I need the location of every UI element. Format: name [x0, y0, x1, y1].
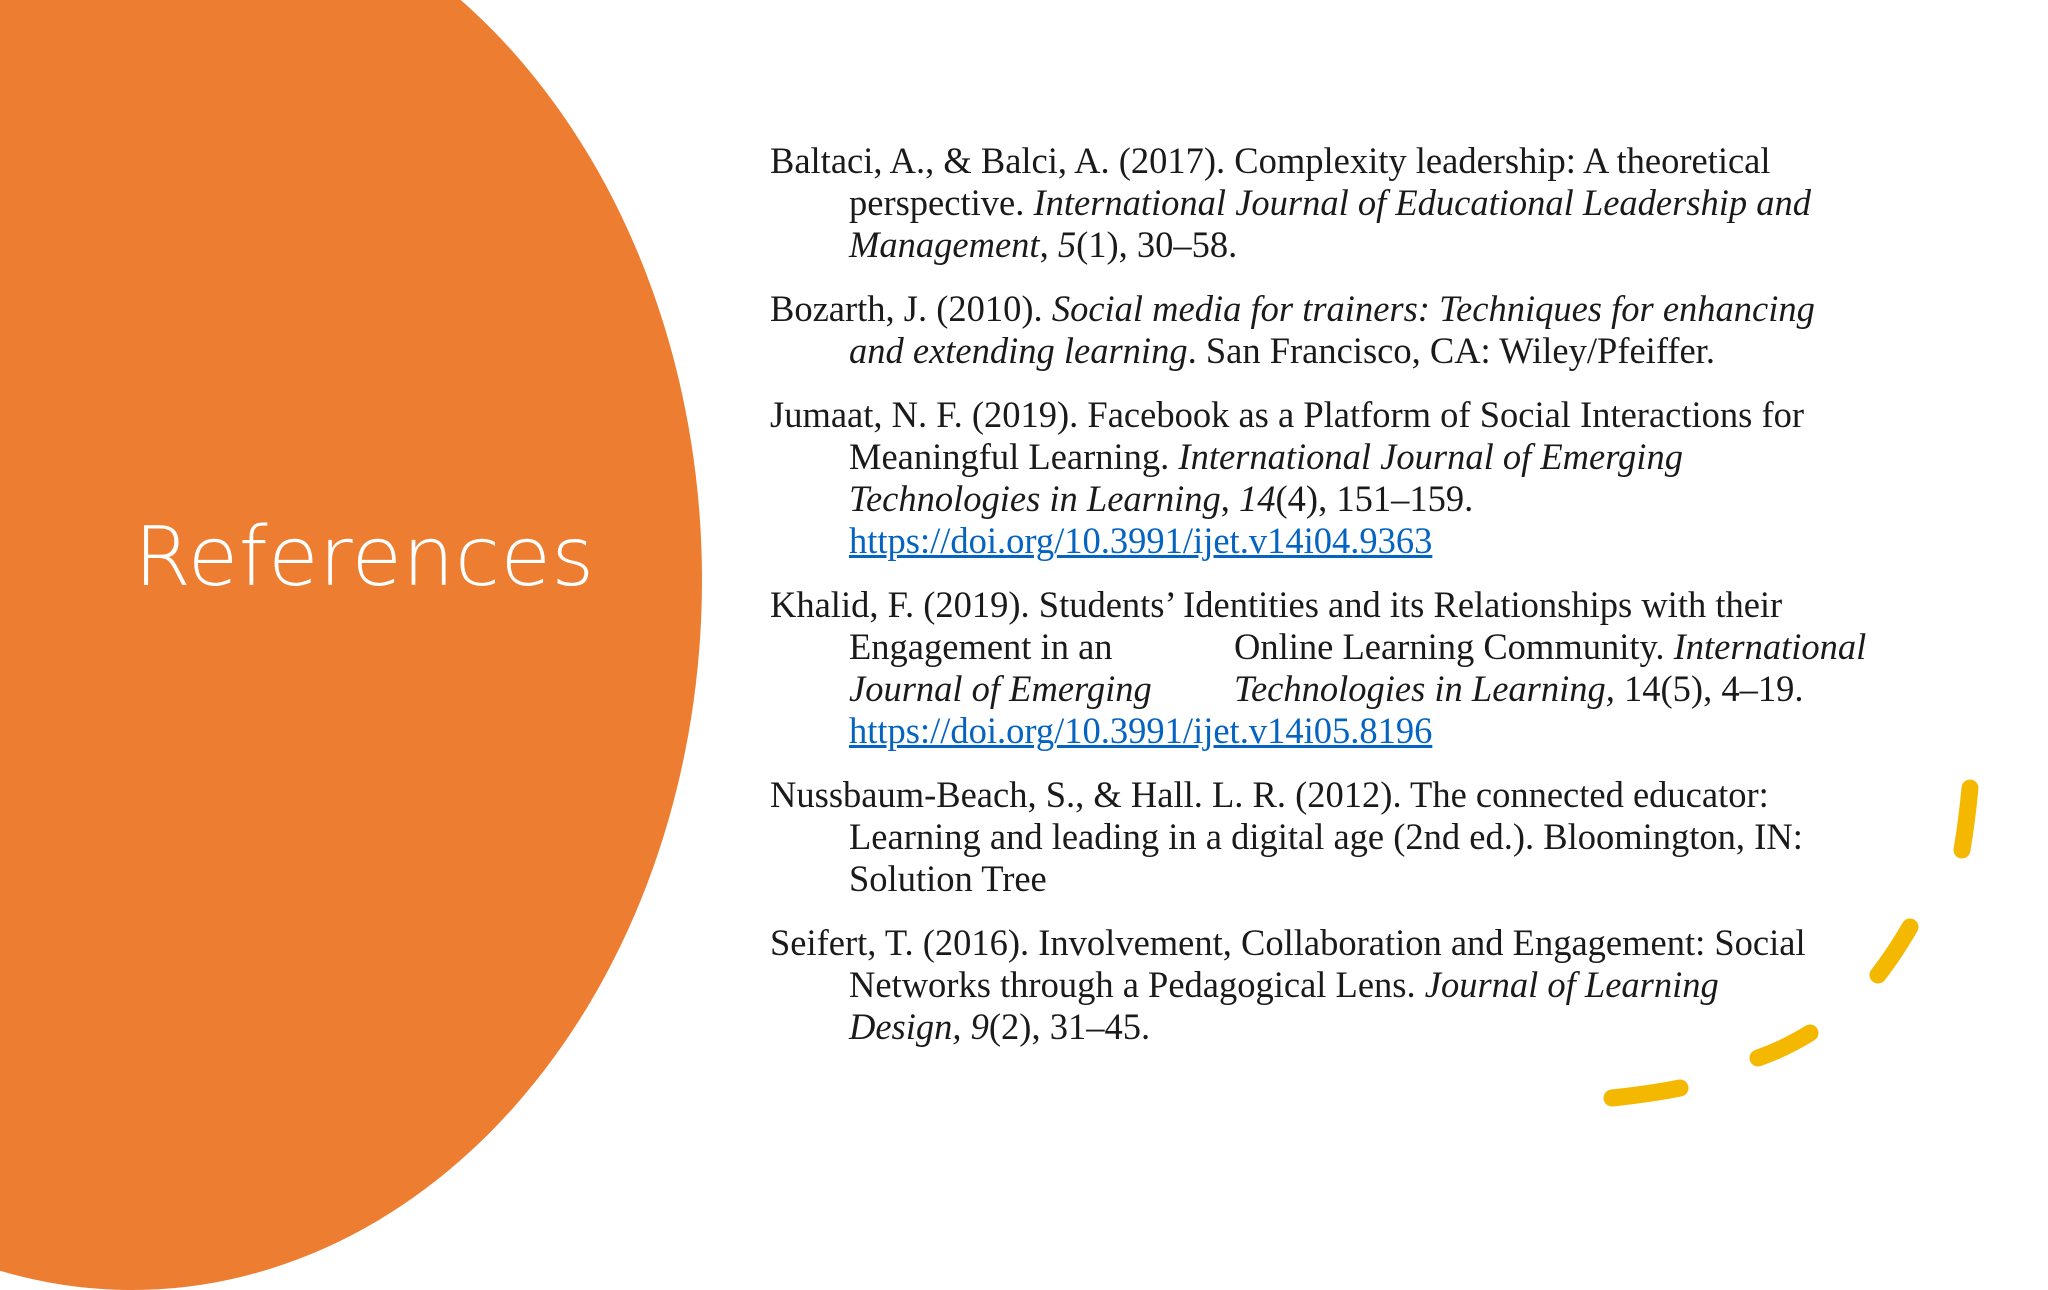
ref-text: Networks through a Pedagogical Lens. [849, 964, 1425, 1005]
doi-link[interactable]: https://doi.org/10.3991/ijet.v14i04.9363 [849, 520, 1433, 561]
ref-journal: International Journal of Emerging [1178, 436, 1683, 477]
ref-volume: 5 [1057, 224, 1077, 265]
ref-text: Jumaat, N. F. (2019). Facebook as a Platform of Social Interactions for [770, 394, 1805, 435]
ref-text: . San Francisco, CA: Wiley/Pfeiffer. [1187, 330, 1715, 371]
ref-volume: 14 [1239, 478, 1276, 519]
ref-text: Engagement in an [849, 626, 1113, 667]
ref-text: Learning and leading in a digital age (2nd ed.). Bloomington, IN: [849, 816, 1803, 857]
ref-text: (1), 30–58. [1076, 224, 1238, 265]
ref-text: Nussbaum-Beach, S., & Hall. L. R. (2012). The connected educator: [770, 774, 1769, 815]
ref-book-title: and extending learning [849, 330, 1188, 371]
dash-segment [1758, 1033, 1810, 1058]
ref-text: Baltaci, A., & Balci, A. (2017). Complexity leadership: A theoretical [770, 140, 1771, 181]
ref-journal: Technologies in Learning, [1234, 668, 1615, 709]
ref-journal: International [1673, 626, 1867, 667]
slide-title: References [134, 510, 595, 605]
ref-text: 14(5), 4–19. [1614, 668, 1804, 709]
ref-journal: Management [849, 224, 1040, 265]
ref-journal: Journal of Emerging [849, 668, 1152, 709]
dash-segment [1962, 788, 1970, 850]
dash-segment [1612, 1088, 1680, 1098]
ref-journal: Journal of Learning [1424, 964, 1719, 1005]
ref-book-title: Social media for trainers: Techniques for enhancing [1051, 288, 1815, 329]
doi-link[interactable]: https://doi.org/10.3991/ijet.v14i05.8196 [849, 710, 1433, 751]
ref-text: Seifert, T. (2016). Involvement, Collaboration and Engagement: Social [770, 922, 1806, 963]
dash-segment [1878, 927, 1910, 975]
ref-journal: Design, 9 [849, 1006, 989, 1047]
ref-text: Solution Tree [849, 858, 1047, 899]
ref-text: Meaningful Learning. [849, 436, 1179, 477]
ref-text: (4), 151–159. [1275, 478, 1474, 519]
ref-text: (2), 31–45. [988, 1006, 1151, 1047]
ref-journal: International Journal of Educational Leadership and [1033, 182, 1812, 223]
ref-text: perspective. [849, 182, 1034, 223]
ref-text: , [1039, 224, 1058, 265]
ref-journal: Technologies in Learning [849, 478, 1221, 519]
ref-text: Khalid, F. (2019). Students’ Identities and its Relationships with their [770, 584, 1783, 625]
ref-text: , [1220, 478, 1240, 519]
ref-text: Bozarth, J. (2010). [770, 288, 1052, 329]
ref-text: Online Learning Community. [1234, 626, 1674, 667]
